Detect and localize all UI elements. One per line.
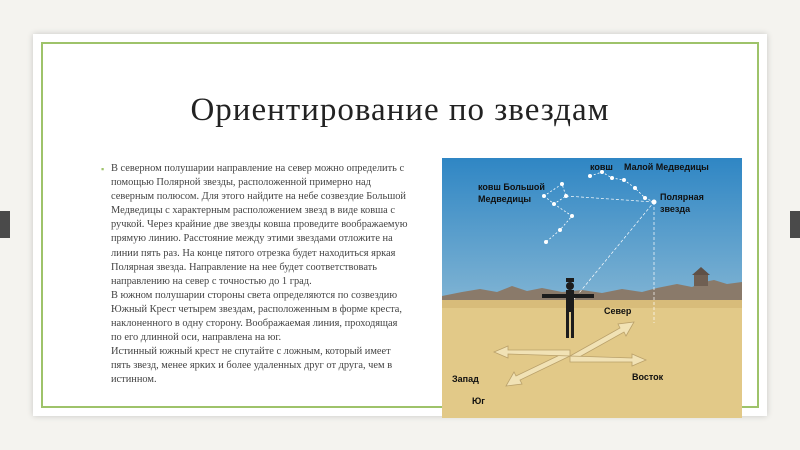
- star-orientation-illustration: [442, 158, 742, 418]
- body-line: направлению на север с точностью до 1 град.: [111, 275, 312, 287]
- body-line: Южный Крест четырем звездам, расположенным в форме креста,: [111, 303, 402, 315]
- body-line: помощью Полярной звезды, расположенной примерно над: [111, 177, 371, 189]
- body-line: прямую линию. Расстояние между этими звездами отложите на: [111, 233, 393, 245]
- body-line: В южном полушарии стороны света определяются по созвездию: [111, 289, 398, 301]
- label-big-dipper-1: ковш Большой: [478, 182, 545, 192]
- ground-band: [442, 300, 742, 308]
- label-small-dipper-1: ковш: [590, 162, 613, 172]
- right-edge-bar: [790, 211, 800, 238]
- body-line: наклоненного в одну сторону. Воображаемая линия, проходящая: [111, 318, 398, 330]
- house-shape: [694, 274, 708, 286]
- body-line: ручкой. Через крайние две звезды ковша проведите воображаемую: [111, 219, 408, 231]
- body-line: Медведицы с характерным расположением звезд в виде ковша с: [111, 205, 395, 217]
- label-east: Восток: [632, 372, 664, 382]
- body-line: по его длинной оси, направлена на юг.: [111, 332, 282, 344]
- body-line: линии пять раз. На конце пятого отрезка будет находиться яркая: [111, 247, 396, 259]
- label-big-dipper-2: Медведицы: [478, 194, 532, 204]
- slide-body-text: [101, 162, 439, 388]
- body-line: Полярная звезда. Направление на нее будет соответствовать: [111, 261, 377, 273]
- label-north: Север: [604, 306, 632, 316]
- label-west: Запад: [452, 374, 479, 384]
- label-south: Юг: [472, 396, 486, 406]
- body-line: северным полюсом. Для этого найдите на небе созвездие Большой: [111, 191, 406, 203]
- left-edge-bar: [0, 211, 10, 238]
- body-line: Истинный южный крест не спутайте с ложным, который имеет: [111, 346, 391, 358]
- label-polaris-2: звезда: [660, 204, 691, 214]
- label-small-dipper-2: Малой Медведицы: [624, 162, 709, 172]
- body-line: В северном полушарии направление на север можно определить с: [111, 163, 405, 174]
- body-line: истинном.: [111, 374, 157, 386]
- slide-title: Ориентирование по звездам: [190, 92, 610, 128]
- slide: [33, 34, 767, 416]
- label-polaris-1: Полярная: [660, 192, 704, 202]
- body-line: пять звезд, менее ярких и более удаленных друг от друга, чем в: [111, 360, 393, 372]
- bullet-marker: ▪: [101, 164, 105, 174]
